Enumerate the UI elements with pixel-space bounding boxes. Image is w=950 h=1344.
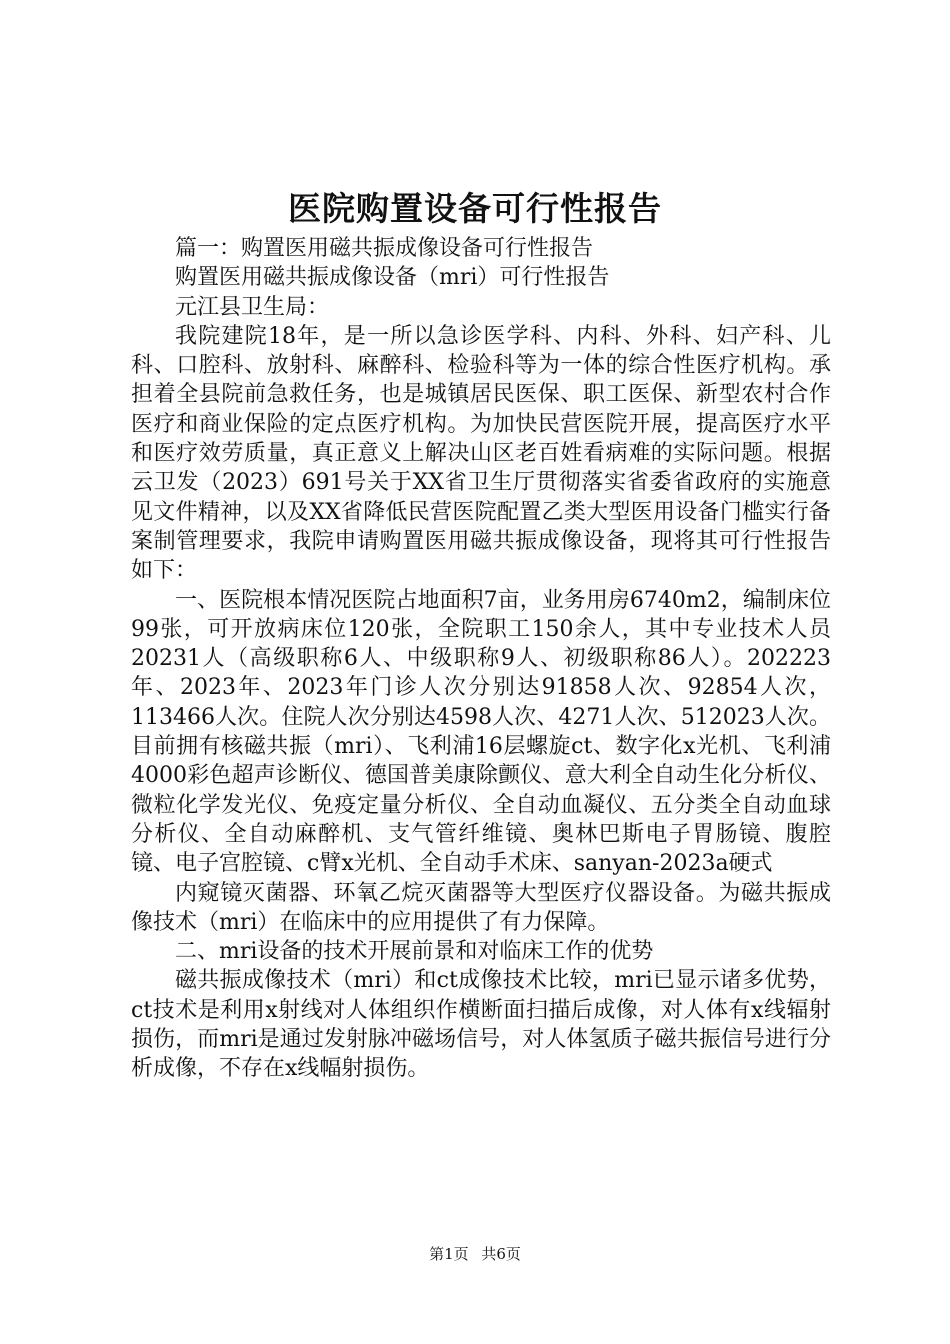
paragraph: 内窥镜灭菌器、环氧乙烷灭菌器等大型医疗仪器设备。为磁共振成像技术（mri）在临床中的应用提供了有力保障。 [131, 880, 831, 935]
page-total: 共6页 [481, 1245, 521, 1263]
paragraph: 磁共振成像技术（mri）和ct成像技术比较，mri已显示诸多优势，ct技术是利用x射线对人体组织作横断面扫描后成像，对人体有x线辐射损伤，而mri是通过发射脉冲磁场信号，对人体氢质子磁共振信号进行分析成像，不存在x线幅射损伤。 [131, 968, 831, 1082]
page-footer [0, 1244, 950, 1264]
document-title: 医院购置设备可行性报告 [288, 189, 662, 228]
paragraph: 购置医用磁共振成像设备（mri）可行性报告 [175, 265, 610, 291]
paragraph: 一、医院根本情况医院占地面积7亩，业务用房6740m2，编制床位99张，可开放病床位120张，全院职工150余人，其中专业技术人员20231人（高级职称6人、中级职称9人、初级职称86人）。202223年、2023年、2023年门诊人次分别达91858人次、92854人次，113466人次。住院人次分别达4598人次、4271人次、512023人次。目前拥有核磁共振（mri）、飞利浦16层螺旋ct、数字化x光机、飞利浦4000彩色超声诊断仪、德国普美康除颤仪、意大利全自动生化分析仪、微粒化学发光仪、免疫定量分析仪、全自动血凝仪、五分类全自动血球分析仪、全自动麻醉机、支气管纤维镜、奥林巴斯电子胃肠镜、腹腔镜、电子宫腔镜、c臂x光机、全自动手术床、sanyan-2023a硬式 [131, 587, 831, 877]
paragraph: 篇一：购置医用磁共振成像设备可行性报告 [175, 236, 594, 261]
page-number: 第1页 [429, 1245, 469, 1263]
paragraph: 二、mri设备的技术开展前景和对临床工作的优势 [175, 939, 654, 965]
document-body [131, 234, 831, 1084]
paragraph: 我院建院18年，是一所以急诊医学科、内科、外科、妇产科、儿科、口腔科、放射科、麻醉科、检验科等为一体的综合性医疗机构。承担着全县院前急救任务，也是城镇居民医保、职工医保、新型农村合作医疗和商业保险的定点医疗机构。为加快民营医院开展，提高医疗水平和医疗效劳质量，真正意义上解决山区老百姓看病难的实际问题。根据云卫发（2023）691号关于XX省卫生厅贯彻落实省委省政府的实施意见文件精神，以及XX省降低民营医院配置乙类大型医用设备门槛实行备案制管理要求，我院申请购置医用磁共振成像设备，现将其可行性报告如下： [131, 323, 831, 584]
paragraph: 元江县卫生局： [175, 294, 330, 320]
